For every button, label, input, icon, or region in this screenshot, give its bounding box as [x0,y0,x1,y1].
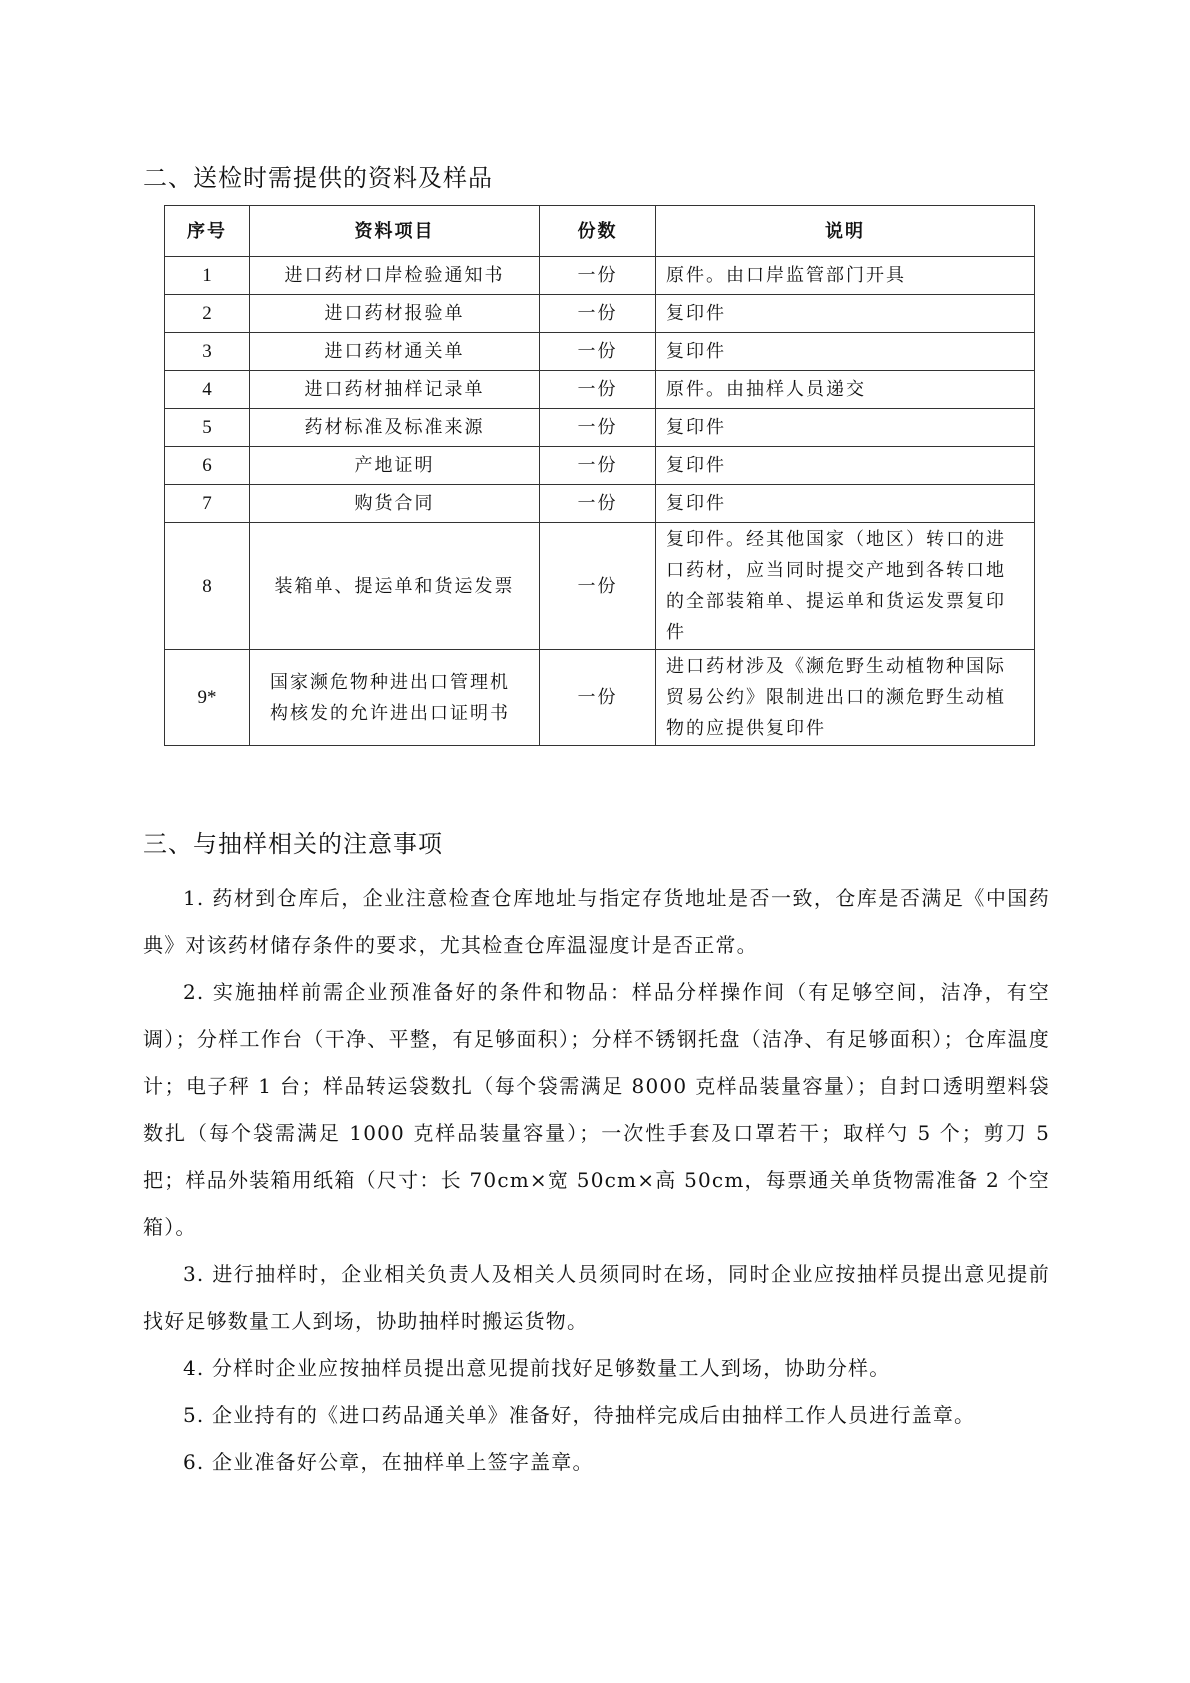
cell-no: 7 [165,485,250,523]
table-row [165,409,1035,447]
cell-item: 药材标准及标准来源 [250,409,540,447]
cell-note: 复印件 [656,409,1035,447]
cell-item: 进口药材口岸检验通知书 [250,257,540,295]
cell-item: 产地证明 [250,447,540,485]
cell-copies: 一份 [540,485,656,523]
note-item: 6. 企业准备好公章，在抽样单上签字盖章。 [183,1450,594,1474]
cell-note: 复印件 [656,333,1035,371]
cell-item: 进口药材报验单 [250,295,540,333]
table-header-row [165,206,1035,257]
cell-no: 4 [165,371,250,409]
header-note: 说明 [656,206,1035,257]
note-item: 1. 药材到仓库后，企业注意检查仓库地址与指定存货地址是否一致，仓库是否满足《中国药典》对该药材储存条件的要求，尤其检查仓库温湿度计是否正常。 [143,886,1050,957]
note-item: 3. 进行抽样时，企业相关负责人及相关人员须同时在场，同时企业应按抽样员提出意见提前找好足够数量工人到场，协助抽样时搬运货物。 [143,1262,1050,1333]
cell-no: 9* [165,650,250,746]
table-row [165,295,1035,333]
header-item: 资料项目 [250,206,540,257]
cell-note: 复印件 [656,485,1035,523]
cell-item: 国家濒危物种进出口管理机构核发的允许进出口证明书 [250,650,540,746]
note-item: 5. 企业持有的《进口药品通关单》准备好，待抽样完成后由抽样工作人员进行盖章。 [183,1403,976,1427]
table-row [165,333,1035,371]
cell-no: 5 [165,409,250,447]
cell-no: 8 [165,523,250,650]
table-row [165,650,1035,746]
table-row [165,447,1035,485]
cell-note: 原件。由抽样人员递交 [656,371,1035,409]
section-2-title: 二、送检时需提供的资料及样品 [143,164,493,192]
note-item: 4. 分样时企业应按抽样员提出意见提前找好足够数量工人到场，协助分样。 [183,1356,891,1380]
section-3-title: 三、与抽样相关的注意事项 [143,830,443,858]
cell-copies: 一份 [540,257,656,295]
cell-item: 装箱单、提运单和货运发票 [250,523,540,650]
cell-note: 复印件 [656,295,1035,333]
cell-no: 6 [165,447,250,485]
cell-item: 购货合同 [250,485,540,523]
cell-no: 2 [165,295,250,333]
cell-copies: 一份 [540,333,656,371]
cell-no: 3 [165,333,250,371]
cell-copies: 一份 [540,409,656,447]
cell-note: 进口药材涉及《濒危野生动植物种国际贸易公约》限制进出口的濒危野生动植物的应提供复印件 [656,650,1035,746]
cell-copies: 一份 [540,523,656,650]
materials-table [164,205,1035,746]
table-row [165,485,1035,523]
cell-copies: 一份 [540,371,656,409]
cell-note: 复印件 [656,447,1035,485]
cell-copies: 一份 [540,295,656,333]
cell-note: 复印件。经其他国家（地区）转口的进口药材，应当同时提交产地到各转口地的全部装箱单、提运单和货运发票复印件 [656,523,1035,650]
table-row [165,523,1035,650]
header-no: 序号 [165,206,250,257]
cell-copies: 一份 [540,650,656,746]
sampling-notes [143,875,1050,1486]
cell-copies: 一份 [540,447,656,485]
cell-item: 进口药材抽样记录单 [250,371,540,409]
note-item: 2. 实施抽样前需企业预准备好的条件和物品：样品分样操作间（有足够空间，洁净，有空调）；分样工作台（干净、平整，有足够面积）；分样不锈钢托盘（洁净、有足够面积）；仓库温度计；电子秤 1 台；样品转运袋数扎（每个袋需满足 8000 克样品装量容量）；自封口透明塑料袋数扎（每个袋需满足 1000 克样品装量容量）；一次性手套及口罩若干；取样勺 5 个；剪刀 5 把；样品外装箱用纸箱（尺寸：长 70cm×宽 50cm×高 50cm，每票通关单货物需准备 2 个空箱）。 [143,980,1050,1239]
cell-note: 原件。由口岸监管部门开具 [656,257,1035,295]
cell-no: 1 [165,257,250,295]
cell-item: 进口药材通关单 [250,333,540,371]
table-row [165,371,1035,409]
table-row [165,257,1035,295]
header-copies: 份数 [540,206,656,257]
